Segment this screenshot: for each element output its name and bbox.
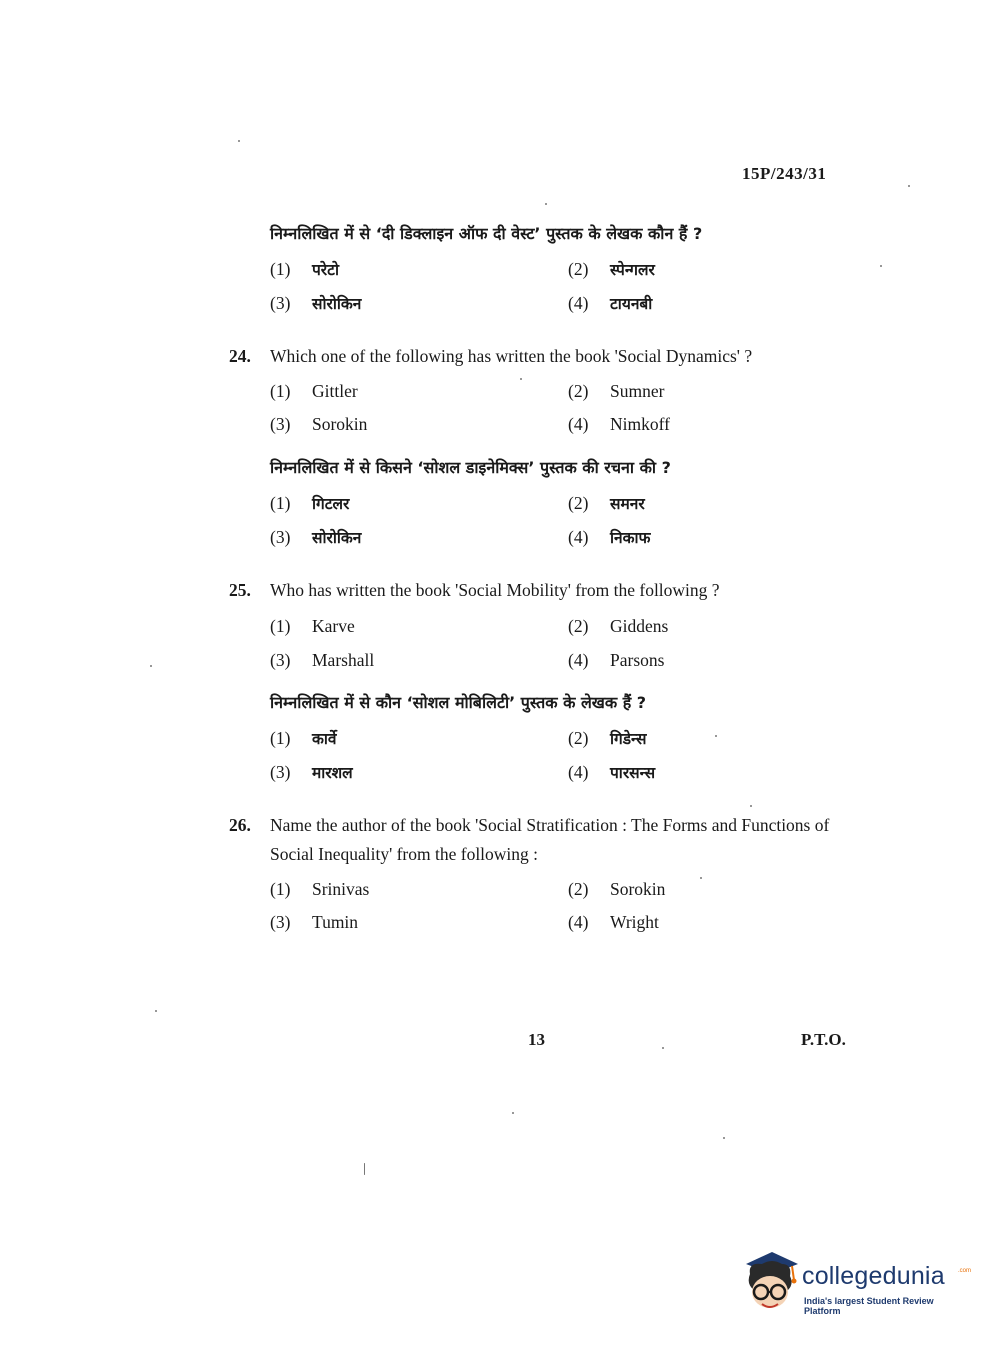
scan-speck [364, 1163, 365, 1175]
scan-speck [662, 1047, 664, 1049]
scan-speck [880, 265, 882, 267]
q23-hindi-option-4: (4) टायनबी [568, 293, 653, 313]
q24-number: 24. [229, 346, 251, 366]
q26-option-1: (1) Srinivas [270, 879, 370, 899]
logo-com-text: .com [958, 1268, 972, 1274]
scan-speck [150, 665, 152, 667]
paper-code: 15P/243/31 [742, 164, 827, 183]
page-number: 13 [528, 1030, 545, 1049]
q25-hindi-option-1: (1) कार्वे [270, 728, 337, 748]
q24-hindi-option-4: (4) निकाफ [568, 527, 651, 547]
q24-hindi-text: निम्नलिखित में से किसने ‘सोशल डाइनेमिक्स’ पुस्तक की रचना की ? [270, 458, 671, 477]
q25-text: Who has written the book 'Social Mobility' from the following ? [270, 580, 720, 600]
scan-speck [908, 185, 910, 187]
scan-speck [750, 805, 752, 807]
q24-text: Which one of the following has written the book 'Social Dynamics' ? [270, 346, 753, 366]
q25-hindi-option-4: (4) पारसन्स [568, 762, 656, 782]
q25-option-1: (1) Karve [270, 616, 355, 636]
q23-hindi-option-3: (3) सोरोकिन [270, 293, 362, 313]
q24-option-1: (1) Gittler [270, 381, 358, 401]
q23-hindi-option-2: (2) स्पेन्गलर [568, 259, 655, 279]
q24-hindi-option-3: (3) सोरोकिन [270, 527, 362, 547]
q25-hindi-option-2: (2) गिडेन्स [568, 728, 647, 748]
q25-option-2: (2) Giddens [568, 616, 669, 636]
scan-speck [545, 203, 547, 205]
scan-speck [512, 1112, 514, 1114]
q24-option-3: (3) Sorokin [270, 414, 368, 434]
q24-option-4: (4) Nimkoff [568, 414, 670, 434]
pto-label: P.T.O. [801, 1030, 846, 1049]
q24-hindi-option-1: (1) गिटलर [270, 493, 350, 513]
q26-option-2: (2) Sorokin [568, 879, 666, 899]
mascot-icon [742, 1250, 800, 1316]
q26-option-4: (4) Wright [568, 912, 659, 932]
q26-number: 26. [229, 815, 251, 835]
logo-brand-text: collegedunia [802, 1262, 945, 1290]
q26-text: Name the author of the book 'Social Stratification : The Forms and Functions of Social Inequality' from the following : [270, 815, 830, 864]
q25-option-4: (4) Parsons [568, 650, 665, 670]
scan-speck [723, 1137, 725, 1139]
q25-number: 25. [229, 580, 251, 600]
q25-hindi-option-3: (3) मारशल [270, 762, 353, 782]
logo-tagline: India's largest Student Review Platform [804, 1296, 934, 1316]
q25-hindi-text: निम्नलिखित में से कौन ‘सोशल मोबिलिटी’ पुस्तक के लेखक हैं ? [270, 693, 647, 712]
scan-speck [700, 877, 702, 879]
scan-speck [238, 140, 240, 142]
scan-speck [520, 378, 522, 380]
scan-speck [715, 735, 717, 737]
q26-option-3: (3) Tumin [270, 912, 359, 932]
q24-hindi-option-2: (2) समनर [568, 493, 645, 513]
q23-hindi-option-1: (1) परेटो [270, 259, 339, 279]
collegedunia-logo [742, 1248, 972, 1320]
q25-option-3: (3) Marshall [270, 650, 375, 670]
scan-speck [155, 1010, 157, 1012]
q23-hindi-text: निम्नलिखित में से ‘दी डिक्लाइन ऑफ दी वेस्ट’ पुस्तक के लेखक कौन हैं ? [270, 224, 703, 243]
q24-option-2: (2) Sumner [568, 381, 665, 401]
